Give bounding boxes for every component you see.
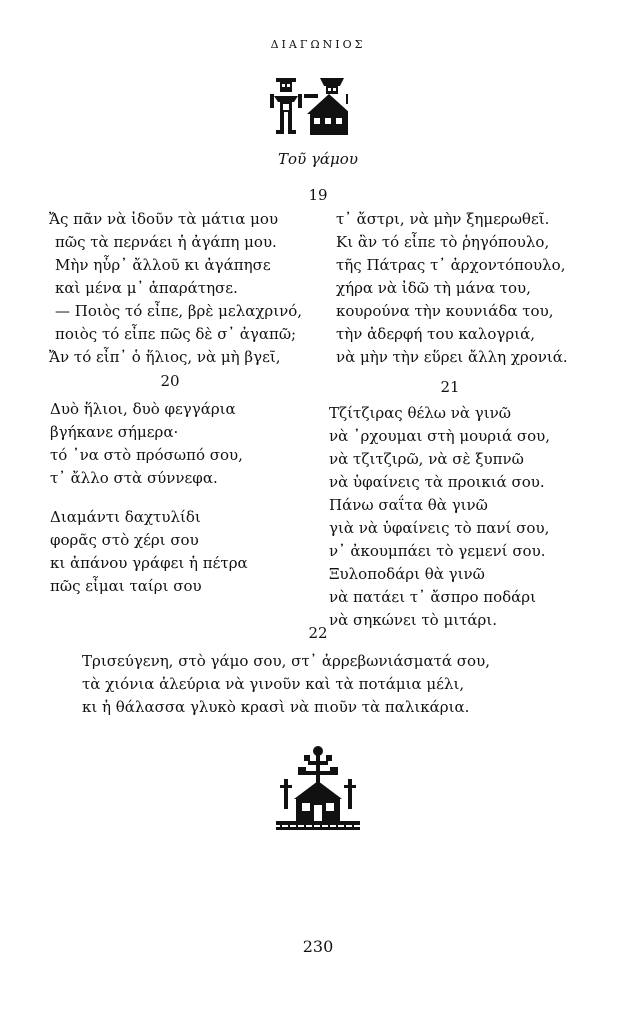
stanza-gap	[50, 490, 248, 506]
verse-line: κι ἀπάνου γράφει ἡ πέτρα	[50, 554, 248, 572]
verse-line: τό ᾽να στὸ πρόσωπό σου,	[50, 446, 243, 464]
poem-number-19: 19	[308, 186, 328, 204]
verse-line: Πάνω σαΐτα θὰ γινῶ	[329, 496, 488, 514]
verse-line: πῶς τὰ περνάει ἡ ἀγάπη μου.	[55, 233, 277, 251]
running-header: ΔΙΑΓΩΝΙΟΣ	[270, 38, 366, 51]
verse-line: γιὰ νὰ ὑφαίνεις τὸ πανί σου,	[329, 519, 550, 537]
section-title: Τοῦ γάμου	[278, 150, 358, 168]
verse-line: καὶ μένα μ᾽ ἀπαράτησε.	[55, 279, 238, 297]
verse-line: Τρισεύγενη, στὸ γάμο σου, στ᾽ ἀρρεβωνιάσματά σου,	[82, 652, 490, 670]
verse-line: Ἄν τό εἶπ᾽ ὁ ἥλιος, νὰ μὴ βγεῖ,	[49, 348, 281, 366]
verse-line: τ᾽ ἄστρι, νὰ μὴν ξημερωθεῖ.	[336, 210, 550, 228]
poem-number-20: 20	[160, 372, 180, 390]
verse-line: νὰ πατάει τ᾽ ἄσπρο ποδάρι	[329, 588, 537, 606]
verse-line: ποιὸς τό εἶπε πῶς δὲ σ᾽ ἀγαπῶ;	[55, 325, 297, 343]
verse-line: Ἄς πᾶν νὰ ἰδοῦν τὰ μάτια μου	[49, 210, 279, 228]
verse-line: ν᾽ ἀκουμπάει τὸ γεμενί σου.	[329, 542, 546, 560]
poem-number-22: 22	[308, 624, 328, 642]
verse-line: κουρούνα τὴν κουνιάδα του,	[336, 302, 554, 320]
folk-tree-house-ornament-icon	[276, 745, 360, 831]
verse-line: Δυὸ ἥλιοι, δυὸ φεγγάρια	[50, 400, 236, 418]
verse-line: τὰ χιόνια ἀλεύρια νὰ γινοῦν καὶ τὰ ποτάμια μέλι,	[82, 675, 465, 693]
verse-line: νὰ σηκώνει τὸ μιτάρι.	[329, 611, 498, 629]
verse-line: τῆς Πάτρας τ᾽ ἀρχοντόπουλο,	[336, 256, 566, 274]
verse-line: πῶς εἶμαι ταίρι σου	[50, 577, 202, 595]
verse-line: Διαμάντι δαχτυλίδι	[50, 508, 201, 526]
poem-number-21: 21	[440, 378, 460, 396]
verse-line: τ᾽ ἄλλο στὰ σύννεφα.	[50, 469, 218, 487]
poem-19-right-column	[336, 208, 568, 369]
verse-line: Μὴν ηὗρ᾽ ἄλλοῦ κι ἀγάπησε	[55, 256, 271, 274]
verse-line: — Ποιὸς τό εἶπε, βρὲ μελαχρινό,	[55, 302, 303, 320]
verse-line: νὰ ὑφαίνεις τὰ προικιά σου.	[329, 473, 545, 491]
folk-couple-ornament-icon	[270, 76, 348, 138]
verse-line: Τζίτζιρας θέλω νὰ γινῶ	[329, 404, 511, 422]
verse-line: νὰ τζιτζιρῶ, νὰ σὲ ξυπνῶ	[329, 450, 524, 468]
verse-line: Ξυλοποδάρι θὰ γινῶ	[329, 565, 485, 583]
verse-line: χήρα νὰ ἰδῶ τὴ μάνα του,	[336, 279, 531, 297]
poem-20	[50, 398, 248, 598]
verse-line: νὰ ᾽ρχουμαι στὴ μουριά σου,	[329, 427, 551, 445]
poem-21	[329, 402, 550, 632]
verse-line: κι ἡ θάλασσα γλυκὸ κρασὶ νὰ πιοῦν τὰ παλικάρια.	[82, 698, 470, 716]
verse-line: τὴν ἀδερφή του καλογριά,	[336, 325, 535, 343]
page-number: 230	[302, 937, 334, 956]
verse-line: Κι ἂν τό εἶπε τὸ ῥηγόπουλο,	[336, 233, 550, 251]
verse-line: βγήκανε σήμερα·	[50, 423, 179, 441]
poem-19-left-column	[49, 208, 302, 369]
poem-22	[82, 650, 490, 719]
verse-line: φορᾶς στὸ χέρι σου	[50, 531, 199, 549]
verse-line: νὰ μὴν τὴν εὕρει ἄλλη χρονιά.	[336, 348, 568, 366]
